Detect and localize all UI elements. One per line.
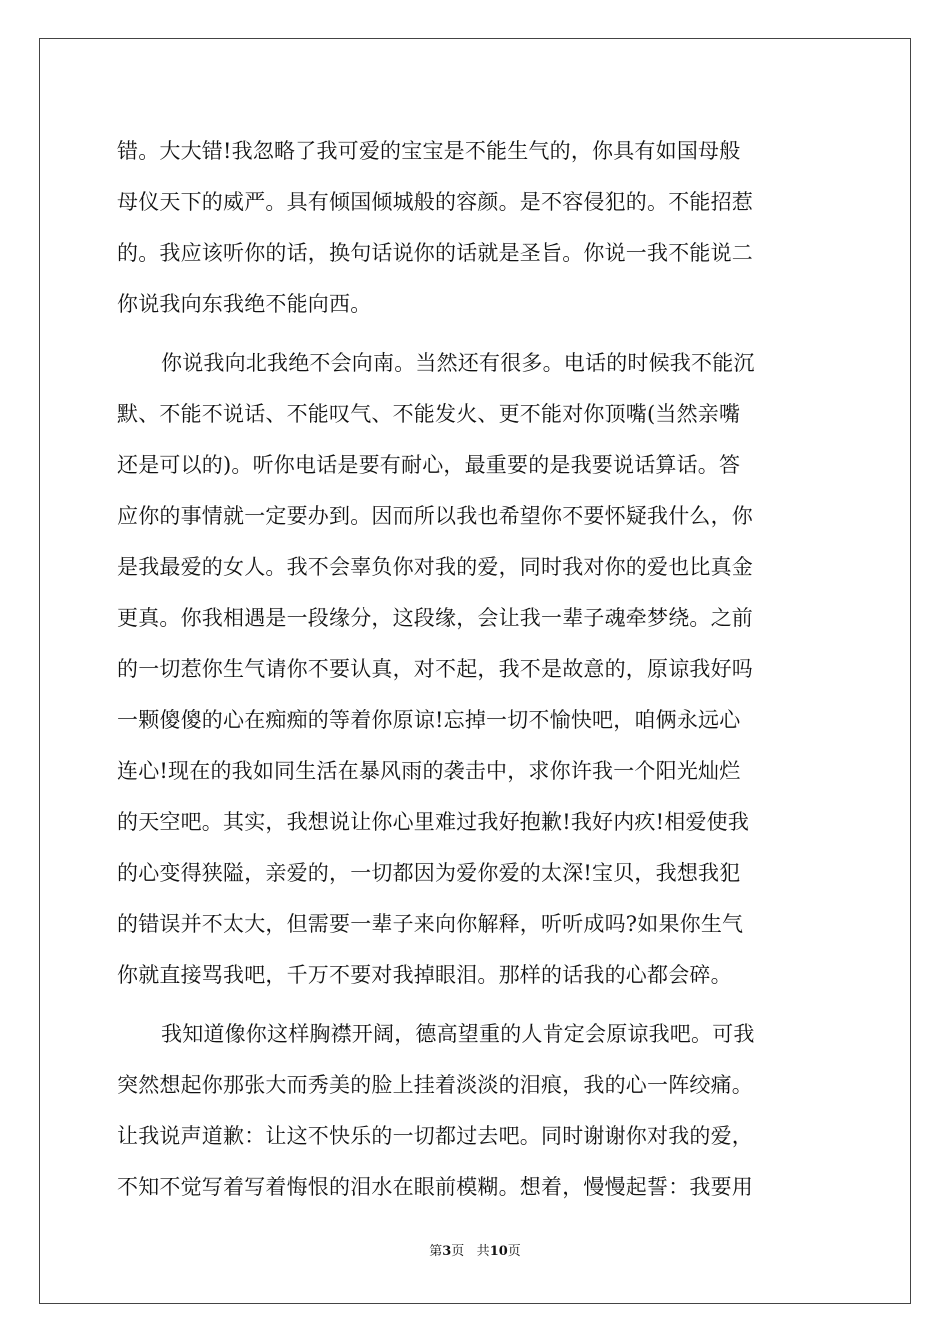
text-line: 一颗傻傻的心在痴痴的等着你原谅!忘掉一切不愉快吧，咱俩永远心 [117,708,741,732]
text-line: 错。大大错!我忽略了我可爱的宝宝是不能生气的，你具有如国母般 [117,139,741,163]
text-line: 母仪天下的威严。具有倾国倾城般的容颜。是不容侵犯的。不能招惹 [117,190,753,214]
total-pages: 10 [489,1244,508,1259]
text-line: 突然想起你那张大而秀美的脸上挂着淡淡的泪痕，我的心一阵绞痛。 [117,1073,753,1097]
text-line: 的。我应该听你的话，换句话说你的话就是圣旨。你说一我不能说二 [117,241,753,265]
text-line: 你就直接骂我吧，千万不要对我掉眼泪。那样的话我的心都会碎。 [117,963,732,987]
document-body [117,126,837,1213]
text-line: 的天空吧。其实，我想说让你心里难过我好抱歉!我好内疚!相爱使我 [117,810,750,834]
page-suffix: 页 [451,1244,465,1259]
text-line: 不知不觉写着写着悔恨的泪水在眼前模糊。想着，慢慢起誓：我要用 [117,1175,753,1199]
paragraph-2 [117,338,837,1001]
text-line: 应你的事情就一定要办到。因而所以我也希望你不要怀疑我什么，你 [117,504,753,528]
text-line: 让我说声道歉：让这不快乐的一切都过去吧。同时谢谢你对我的爱， [117,1124,753,1148]
paragraph-1 [117,126,837,330]
text-line: 是我最爱的女人。我不会辜负你对我的爱，同时我对你的爱也比真金 [117,555,753,579]
page-footer [0,1240,950,1259]
page-prefix: 第 [429,1244,443,1259]
total-prefix: 共 [476,1244,490,1259]
text-line: 还是可以的)。听你电话是要有耐心，最重要的是我要说话算话。答 [117,453,741,477]
text-line: 你说我向东我绝不能向西。 [117,292,372,316]
text-line: 默、不能不说话、不能叹气、不能发火、更不能对你顶嘴(当然亲嘴 [117,402,741,426]
page-number: 3 [442,1244,452,1259]
total-suffix: 页 [507,1244,521,1259]
text-line: 我知道像你这样胸襟开阔，德高望重的人肯定会原谅我吧。可我 [161,1022,755,1046]
text-line: 连心!现在的我如同生活在暴风雨的袭击中，求你许我一个阳光灿烂 [117,759,741,783]
text-line: 更真。你我相遇是一段缘分，这段缘，会让我一辈子魂牵梦绕。之前 [117,606,753,630]
text-line: 你说我向北我绝不会向南。当然还有很多。电话的时候我不能沉 [161,351,755,375]
text-line: 的一切惹你生气请你不要认真，对不起，我不是故意的，原谅我好吗 [117,657,753,681]
text-line: 的错误并不太大，但需要一辈子来向你解释，听听成吗?如果你生气 [117,912,744,936]
text-line: 的心变得狭隘，亲爱的，一切都因为爱你爱的太深!宝贝，我想我犯 [117,861,741,885]
paragraph-3 [117,1009,837,1213]
